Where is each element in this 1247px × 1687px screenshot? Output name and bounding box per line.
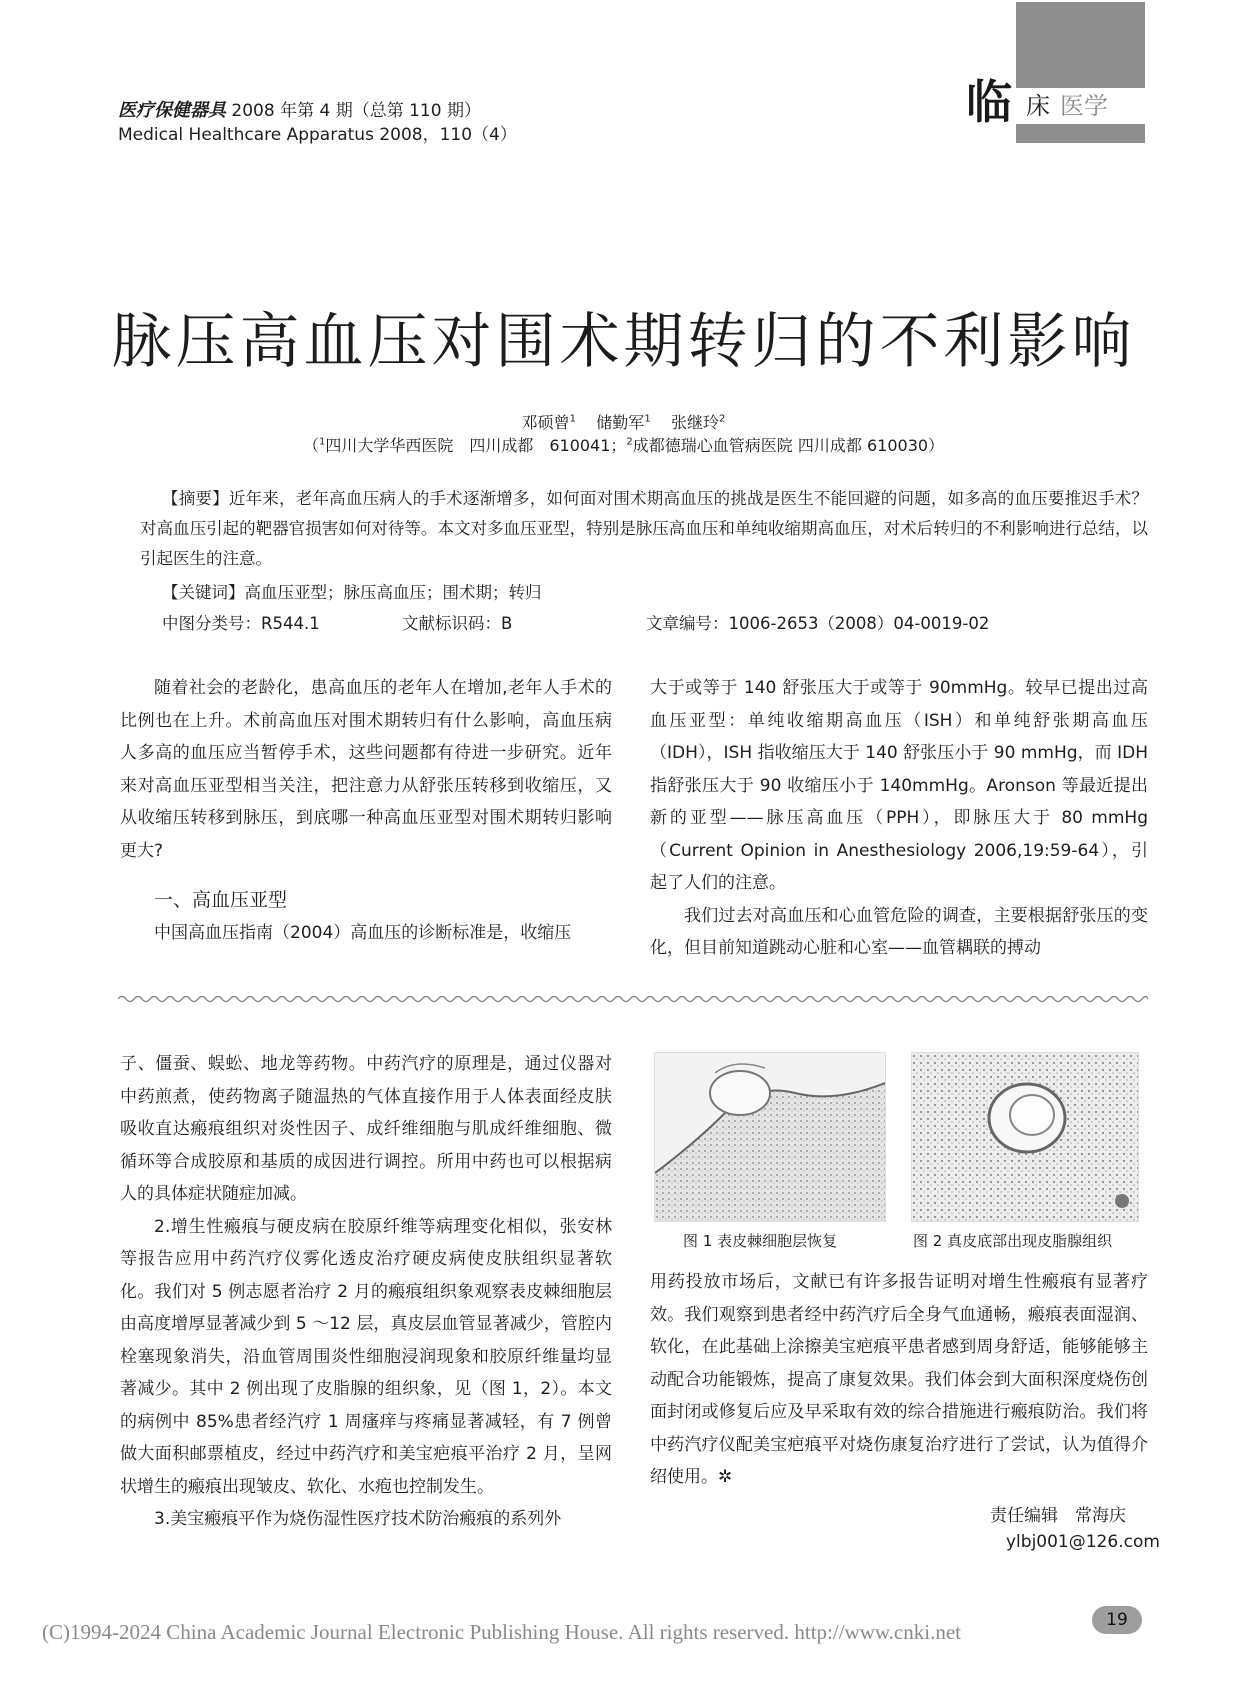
section-badge-text-1: 床 — [1026, 92, 1050, 120]
section-heading: 一、高血压亚型 — [154, 889, 288, 911]
paragraph-text: 用药投放市场后，文献已有许多报告证明对增生性瘢痕有显著疗效。我们观察到患者经中药汽疗后全身气血通畅，瘢痕表面湿润、软化，在此基础上涂擦美宝疤痕平患者感到周身舒适，能够能够主动配合功能锻炼，提高了康复效果。我们体会到大面积深度烧伤创面封闭或修复后应及早采取有效的综合措施进行瘢痕防治。我们将中药汽疗仪配美宝疤痕平对烧伤康复治疗进行了尝试，认为值得介绍使用。 — [650, 1272, 1148, 1487]
affiliation-1: 四川大学华西医院 四川成都 610041； — [325, 436, 627, 455]
keywords: 【关键词】高血压亚型；脉压高血压；围术期；转归 — [162, 583, 542, 602]
author-line — [0, 412, 1247, 434]
affiliation-sup: 1 — [318, 436, 326, 448]
affiliation-line — [0, 435, 1247, 457]
paragraph — [650, 1266, 1148, 1494]
paragraph: 中国高血压指南（2004）高血压的诊断标准是，收缩压 — [154, 923, 572, 943]
paragraph: 子、僵蚕、蜈蚣、地龙等药物。中药汽疗的原理是，通过仪器对中药煎煮，使药物离子随温热的气体直接作用于人体表面经皮肤吸收直达瘢痕组织对炎性因子、成纤维细胞与肌成纤维细胞、微循环等合成胶原和基质的成因进行调控。所用中药也可以根据病人的具体症状随症加减。 — [120, 1054, 612, 1204]
author-sup: 2 — [719, 413, 726, 425]
document-code: 文献标识码：B — [402, 614, 513, 633]
author-sup: 1 — [569, 413, 576, 425]
journal-issue-cn: 2008 年第 4 期（总第 110 期） — [231, 101, 481, 121]
end-mark-icon: ✲ — [718, 1467, 733, 1487]
section-badge-text-2: 医学 — [1060, 92, 1108, 120]
paragraph: 3.美宝瘢痕平作为烧伤湿性医疗技术防治瘢痕的系列外 — [154, 1509, 562, 1529]
affiliation-paren: （ — [302, 436, 319, 455]
figure-2-histology-image — [911, 1052, 1139, 1222]
journal-header-en: Medical Healthcare Apparatus 2008，110（4） — [118, 125, 517, 145]
author-name: 邓硕曾 — [521, 413, 570, 432]
body-bottom-left-column — [120, 1048, 612, 1536]
page-number-badge: 19 — [1092, 1606, 1142, 1634]
figure-1-caption: 图 1 表皮棘细胞层恢复 — [683, 1232, 838, 1250]
figure-2-caption: 图 2 真皮底部出现皮脂腺组织 — [913, 1232, 1113, 1250]
abstract-text: 【摘要】近年来，老年高血压病人的手术逐渐增多，如何面对围术期高血压的挑战是医生不能回避的问题，如多高的血压要推迟手术？对高血压引起的靶器官损害如何对待等。本文对多血压亚型，特别是脉压高血压和单纯收缩期高血压，对术后转归的不利影响进行总结，以引起医生的注意。 — [140, 489, 1148, 568]
body-bottom-right-column — [650, 1266, 1148, 1494]
classification-number: 中图分类号：R544.1 — [162, 614, 320, 633]
editor-email: ylbj001@126.com — [1006, 1532, 1160, 1552]
affiliation-sup: 2 — [626, 436, 633, 448]
affiliation-2: 成都德瑞心血管病医院 四川成都 610030） — [632, 436, 945, 455]
responsible-editor: 责任编辑 常海庆 — [990, 1506, 1126, 1526]
decorative-divider — [118, 994, 1148, 1004]
paragraph: 2.增生性瘢痕与硬皮病在胶原纤维等病理变化相似，张安林等报告应用中药汽疗仪雾化透皮治疗硬皮病使皮肤组织显著软化。我们对 5 例志愿者治疗 2 月的瘢痕组织象观察表皮棘细胞层由高度增厚显著减少到 5 ～12 层，真皮层血管显著减少，管腔内栓塞现象消失，沿血管周围炎性细胞浸润现象和胶原纤维量均显著减少。其中 2 例出现了皮脂腺的组织象，见（图 1，2）。本文的病例中 85%患者经汽疗 1 周瘙痒与疼痛显著减轻，有 7 例曾做大面积邮票植皮，经过中药汽疗和美宝疤痕平治疗 2 月，呈网状增生的瘢痕出现皱皮、软化、水疱也控制发生。 — [120, 1216, 612, 1497]
figure-1-histology-image — [654, 1052, 886, 1222]
section-badge-big-char: 临 — [966, 75, 1012, 129]
body-top-left-column — [120, 672, 612, 950]
author-name: 储勤军 — [596, 413, 645, 432]
article-number: 文章编号：1006-2653（2008）04-0019-02 — [646, 614, 990, 633]
body-top-right-column — [650, 672, 1148, 965]
author-sup: 1 — [644, 413, 651, 425]
journal-name-cn: 医疗保健器具 — [118, 100, 226, 121]
author-name: 张继玲 — [671, 413, 720, 432]
abstract — [140, 484, 1148, 574]
paragraph: 随着社会的老龄化，患高血压的老年人在增加,老年人手术的比例也在上升。术前高血压对围术期转归有什么影响，高血压病人多高的血压应当暂停手术，这些问题都有待进一步研究。近年来对高血压亚型相当关注，把注意力从舒张压转移到收缩压，又从收缩压转移到脉压，到底哪一种高血压亚型对围术期转归影响更大? — [120, 678, 612, 861]
paragraph: 我们过去对高血压和心血管危险的调查，主要根据舒张压的变化，但目前知道跳动心脏和心室——血管耦联的搏动 — [650, 905, 1148, 958]
paragraph: 大于或等于 140 舒张压大于或等于 90mmHg。较早已提出过高血压亚型：单纯收缩期高血压（ISH）和单纯舒张期高血压（IDH），ISH 指收缩压大于 140 舒张压小于 90 mmHg，而 IDH 指舒张压大于 90 收缩压小于 140mmHg。Aronson 等最近提出新的亚型——脉压高血压（PPH），即脉压大于 80 mmHg（Current Opinion in Anesthesiology 2006,19:59-64），引起了人们的注意。 — [650, 678, 1148, 893]
copyright-footer: (C)1994-2024 China Academic Journal Electronic Publishing House. All rights reserved. http://www.cnki.net — [42, 1620, 961, 1644]
article-title: 脉压高血压对围术期转归的不利影响 — [111, 307, 1136, 377]
journal-header-cn — [118, 100, 481, 122]
